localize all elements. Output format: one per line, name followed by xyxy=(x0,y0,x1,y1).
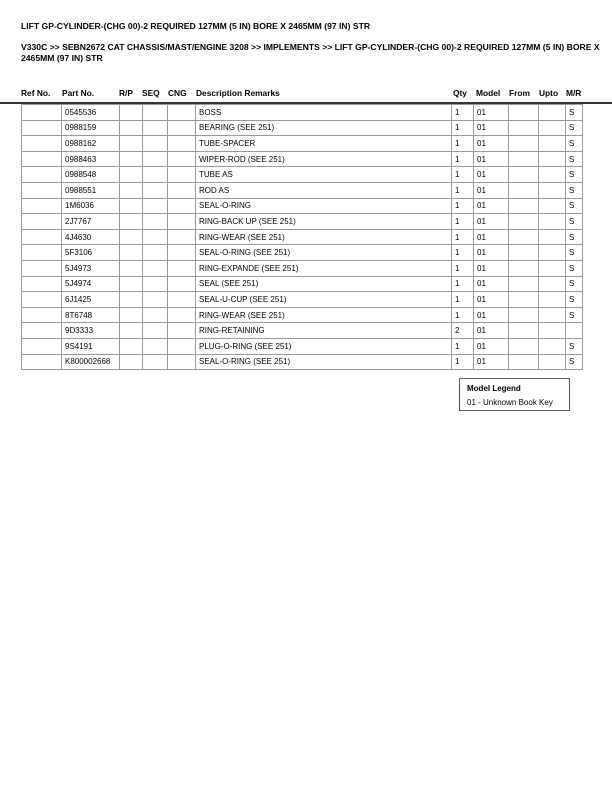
cell-from xyxy=(509,120,539,136)
cell-desc: RING-RETAINING xyxy=(196,323,452,339)
table-row xyxy=(22,245,583,261)
cell-rp xyxy=(120,307,143,323)
cell-ref xyxy=(22,151,62,167)
cell-desc: RING-WEAR (SEE 251) xyxy=(196,229,452,245)
header-qty: Qty xyxy=(453,88,467,98)
cell-upto xyxy=(539,276,566,292)
cell-model: 01 xyxy=(474,354,509,370)
cell-mr: S xyxy=(566,182,583,198)
header-desc: Description Remarks xyxy=(196,88,280,98)
cell-desc: PLUG-O-RING (SEE 251) xyxy=(196,338,452,354)
cell-desc: RING-EXPANDE (SEE 251) xyxy=(196,260,452,276)
cell-upto xyxy=(539,307,566,323)
table-row xyxy=(22,198,583,214)
cell-rp xyxy=(120,214,143,230)
cell-qty: 1 xyxy=(452,276,474,292)
cell-part: 1M6036 xyxy=(62,198,120,214)
table-row xyxy=(22,229,583,245)
cell-qty: 1 xyxy=(452,292,474,308)
cell-upto xyxy=(539,214,566,230)
cell-rp xyxy=(120,292,143,308)
cell-rp xyxy=(120,167,143,183)
cell-part: 8T6748 xyxy=(62,307,120,323)
cell-qty: 2 xyxy=(452,323,474,339)
table-row xyxy=(22,276,583,292)
cell-part: 9S4191 xyxy=(62,338,120,354)
table-row xyxy=(22,260,583,276)
cell-qty: 1 xyxy=(452,214,474,230)
header-cng: CNG xyxy=(168,88,187,98)
cell-mr: S xyxy=(566,292,583,308)
cell-mr: S xyxy=(566,105,583,121)
cell-seq xyxy=(143,260,168,276)
cell-model: 01 xyxy=(474,151,509,167)
cell-mr: S xyxy=(566,214,583,230)
cell-qty: 1 xyxy=(452,338,474,354)
cell-part: 2J7767 xyxy=(62,214,120,230)
cell-mr: S xyxy=(566,307,583,323)
cell-seq xyxy=(143,307,168,323)
header-from: From xyxy=(509,88,530,98)
cell-from xyxy=(509,323,539,339)
table-row xyxy=(22,292,583,308)
cell-qty: 1 xyxy=(452,229,474,245)
cell-qty: 1 xyxy=(452,198,474,214)
legend-entry: 01 - Unknown Book Key xyxy=(467,398,553,407)
cell-from xyxy=(509,105,539,121)
table-row xyxy=(22,167,583,183)
cell-seq xyxy=(143,276,168,292)
cell-cng xyxy=(168,151,196,167)
cell-cng xyxy=(168,182,196,198)
cell-mr: S xyxy=(566,229,583,245)
cell-seq xyxy=(143,354,168,370)
cell-from xyxy=(509,229,539,245)
cell-from xyxy=(509,198,539,214)
cell-ref xyxy=(22,105,62,121)
cell-model: 01 xyxy=(474,182,509,198)
cell-from xyxy=(509,276,539,292)
cell-desc: SEAL-O-RING xyxy=(196,198,452,214)
cell-from xyxy=(509,292,539,308)
cell-desc: BOSS xyxy=(196,105,452,121)
cell-model: 01 xyxy=(474,260,509,276)
cell-cng xyxy=(168,198,196,214)
cell-cng xyxy=(168,105,196,121)
cell-desc: RING-WEAR (SEE 251) xyxy=(196,307,452,323)
cell-qty: 1 xyxy=(452,167,474,183)
cell-rp xyxy=(120,182,143,198)
cell-from xyxy=(509,307,539,323)
cell-upto xyxy=(539,198,566,214)
cell-from xyxy=(509,338,539,354)
table-row xyxy=(22,214,583,230)
header-upto: Upto xyxy=(539,88,559,98)
cell-ref xyxy=(22,198,62,214)
cell-cng xyxy=(168,167,196,183)
table-row xyxy=(22,307,583,323)
cell-ref xyxy=(22,182,62,198)
cell-cng xyxy=(168,229,196,245)
cell-part: 0988162 xyxy=(62,136,120,152)
cell-rp xyxy=(120,229,143,245)
cell-mr: S xyxy=(566,276,583,292)
cell-from xyxy=(509,245,539,261)
page-title: LIFT GP-CYLINDER-(CHG 00)-2 REQUIRED 127MM (5 IN) BORE X 2465MM (97 IN) STR xyxy=(21,21,371,31)
cell-seq xyxy=(143,323,168,339)
cell-rp xyxy=(120,276,143,292)
cell-rp xyxy=(120,323,143,339)
cell-from xyxy=(509,260,539,276)
cell-seq xyxy=(143,292,168,308)
cell-desc: TUBE-SPACER xyxy=(196,136,452,152)
cell-model: 01 xyxy=(474,167,509,183)
cell-part: 5J4973 xyxy=(62,260,120,276)
cell-rp xyxy=(120,120,143,136)
cell-ref xyxy=(22,167,62,183)
cell-qty: 1 xyxy=(452,151,474,167)
cell-model: 01 xyxy=(474,229,509,245)
cell-cng xyxy=(168,214,196,230)
header-part: Part No. xyxy=(62,88,95,98)
header-rp: R/P xyxy=(119,88,133,98)
cell-mr: S xyxy=(566,136,583,152)
cell-rp xyxy=(120,136,143,152)
cell-qty: 1 xyxy=(452,307,474,323)
cell-part: 0988463 xyxy=(62,151,120,167)
cell-from xyxy=(509,214,539,230)
cell-upto xyxy=(539,151,566,167)
cell-mr: S xyxy=(566,167,583,183)
cell-qty: 1 xyxy=(452,105,474,121)
cell-upto xyxy=(539,292,566,308)
cell-model: 01 xyxy=(474,292,509,308)
cell-desc: SEAL-U-CUP (SEE 251) xyxy=(196,292,452,308)
cell-part: 4J4630 xyxy=(62,229,120,245)
legend-title: Model Legend xyxy=(467,384,521,393)
cell-cng xyxy=(168,120,196,136)
cell-part: 9D3333 xyxy=(62,323,120,339)
cell-ref xyxy=(22,276,62,292)
cell-upto xyxy=(539,105,566,121)
cell-desc: TUBE AS xyxy=(196,167,452,183)
cell-model: 01 xyxy=(474,136,509,152)
header-seq: SEQ xyxy=(142,88,160,98)
cell-upto xyxy=(539,120,566,136)
cell-part: K800002668 xyxy=(62,354,120,370)
cell-desc: SEAL-O-RING (SEE 251) xyxy=(196,245,452,261)
cell-desc: WIPER-ROD (SEE 251) xyxy=(196,151,452,167)
cell-seq xyxy=(143,214,168,230)
cell-mr: S xyxy=(566,354,583,370)
cell-model: 01 xyxy=(474,323,509,339)
cell-part: 5F3106 xyxy=(62,245,120,261)
cell-part: 0545536 xyxy=(62,105,120,121)
cell-rp xyxy=(120,260,143,276)
cell-upto xyxy=(539,260,566,276)
cell-model: 01 xyxy=(474,307,509,323)
cell-from xyxy=(509,136,539,152)
cell-rp xyxy=(120,151,143,167)
cell-model: 01 xyxy=(474,120,509,136)
cell-ref xyxy=(22,323,62,339)
cell-mr: S xyxy=(566,260,583,276)
cell-desc: SEAL (SEE 251) xyxy=(196,276,452,292)
cell-rp xyxy=(120,338,143,354)
cell-cng xyxy=(168,338,196,354)
cell-model: 01 xyxy=(474,338,509,354)
table-row xyxy=(22,182,583,198)
cell-upto xyxy=(539,354,566,370)
cell-from xyxy=(509,354,539,370)
cell-rp xyxy=(120,198,143,214)
table-row xyxy=(22,338,583,354)
cell-desc: SEAL-O-RING (SEE 251) xyxy=(196,354,452,370)
cell-qty: 1 xyxy=(452,245,474,261)
cell-ref xyxy=(22,229,62,245)
cell-mr xyxy=(566,323,583,339)
cell-cng xyxy=(168,276,196,292)
cell-seq xyxy=(143,182,168,198)
cell-cng xyxy=(168,323,196,339)
cell-qty: 1 xyxy=(452,182,474,198)
cell-desc: RING-BACK UP (SEE 251) xyxy=(196,214,452,230)
cell-qty: 1 xyxy=(452,354,474,370)
cell-from xyxy=(509,151,539,167)
cell-upto xyxy=(539,338,566,354)
cell-model: 01 xyxy=(474,214,509,230)
cell-mr: S xyxy=(566,338,583,354)
cell-part: 0988548 xyxy=(62,167,120,183)
header-ref: Ref No. xyxy=(21,88,51,98)
cell-upto xyxy=(539,182,566,198)
cell-seq xyxy=(143,338,168,354)
cell-seq xyxy=(143,245,168,261)
model-legend xyxy=(459,378,570,411)
cell-cng xyxy=(168,354,196,370)
cell-seq xyxy=(143,120,168,136)
cell-seq xyxy=(143,229,168,245)
cell-part: 5J4974 xyxy=(62,276,120,292)
parts-table xyxy=(21,104,583,370)
table-row xyxy=(22,323,583,339)
cell-cng xyxy=(168,307,196,323)
cell-seq xyxy=(143,105,168,121)
cell-cng xyxy=(168,245,196,261)
cell-model: 01 xyxy=(474,105,509,121)
table-row xyxy=(22,105,583,121)
cell-desc: ROD AS xyxy=(196,182,452,198)
cell-cng xyxy=(168,260,196,276)
cell-from xyxy=(509,182,539,198)
cell-model: 01 xyxy=(474,276,509,292)
cell-ref xyxy=(22,245,62,261)
cell-part: 0988551 xyxy=(62,182,120,198)
cell-upto xyxy=(539,245,566,261)
cell-model: 01 xyxy=(474,245,509,261)
cell-qty: 1 xyxy=(452,136,474,152)
cell-model: 01 xyxy=(474,198,509,214)
cell-part: 6J1425 xyxy=(62,292,120,308)
cell-ref xyxy=(22,354,62,370)
header-model: Model xyxy=(476,88,501,98)
table-row xyxy=(22,136,583,152)
cell-upto xyxy=(539,167,566,183)
cell-ref xyxy=(22,214,62,230)
cell-ref xyxy=(22,136,62,152)
cell-ref xyxy=(22,292,62,308)
cell-ref xyxy=(22,260,62,276)
cell-qty: 1 xyxy=(452,260,474,276)
breadcrumb: V330C >> SEBN2672 CAT CHASSIS/MAST/ENGINE 3208 >> IMPLEMENTS >> LIFT GP-CYLINDER-(CHG 00)-2 REQUIRED 127MM (5 IN) BORE X 2465MM (97 IN) STR xyxy=(21,42,600,63)
cell-ref xyxy=(22,120,62,136)
cell-rp xyxy=(120,105,143,121)
cell-mr: S xyxy=(566,151,583,167)
cell-cng xyxy=(168,292,196,308)
cell-qty: 1 xyxy=(452,120,474,136)
cell-rp xyxy=(120,354,143,370)
cell-seq xyxy=(143,167,168,183)
table-row xyxy=(22,151,583,167)
cell-mr: S xyxy=(566,245,583,261)
cell-rp xyxy=(120,245,143,261)
cell-seq xyxy=(143,136,168,152)
cell-from xyxy=(509,167,539,183)
cell-upto xyxy=(539,229,566,245)
cell-part: 0988159 xyxy=(62,120,120,136)
cell-upto xyxy=(539,323,566,339)
table-row xyxy=(22,120,583,136)
cell-seq xyxy=(143,198,168,214)
cell-seq xyxy=(143,151,168,167)
cell-mr: S xyxy=(566,120,583,136)
cell-desc: BEARING (SEE 251) xyxy=(196,120,452,136)
header-mr: M/R xyxy=(566,88,582,98)
cell-ref xyxy=(22,338,62,354)
cell-cng xyxy=(168,136,196,152)
table-row xyxy=(22,354,583,370)
cell-mr: S xyxy=(566,198,583,214)
cell-ref xyxy=(22,307,62,323)
cell-upto xyxy=(539,136,566,152)
